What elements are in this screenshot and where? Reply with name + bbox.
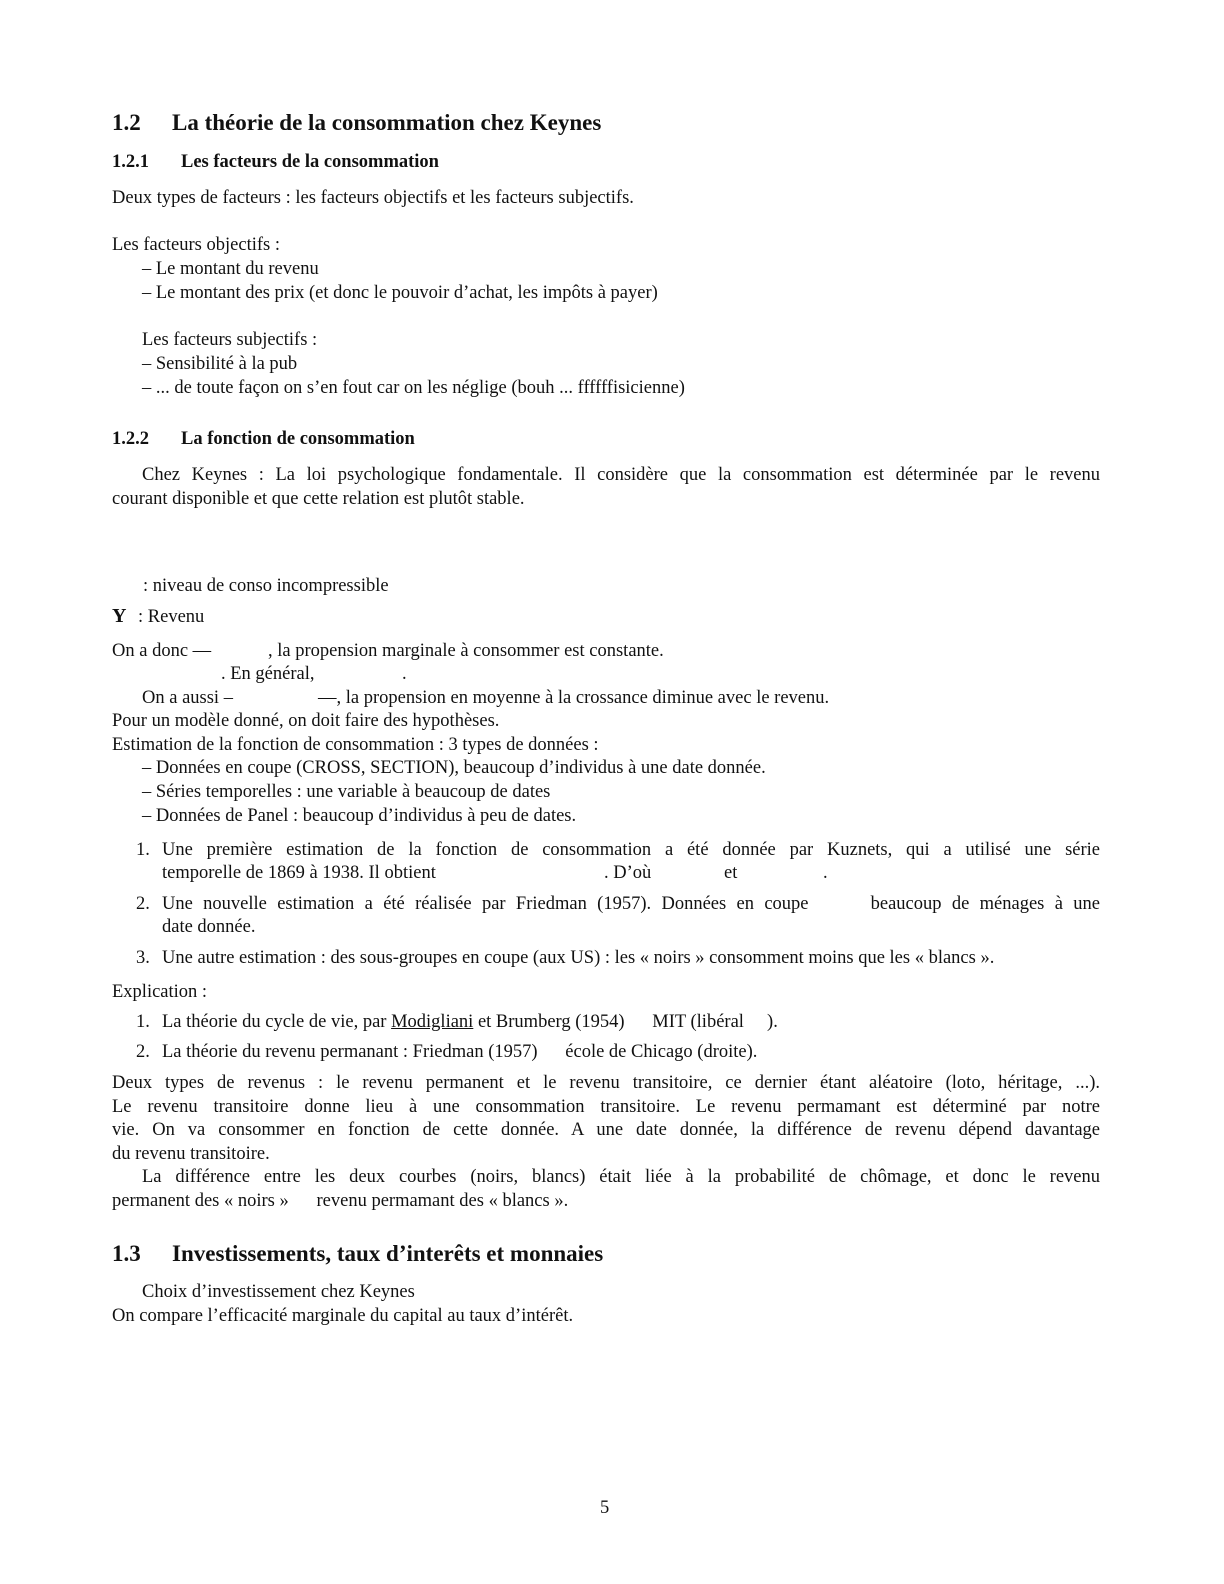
text-line: . En général, [221,664,315,684]
text-line: On a donc — [112,641,212,661]
paragraph-line: du revenu transitoire. [112,1144,270,1164]
paragraph-line: Deux types de revenus : le revenu permanent et le revenu transitoire, ce dernier étant aléatoire (loto, héritage, ...). [112,1073,1100,1093]
list-number: 2. [136,1042,150,1062]
list-item: – ... de toute façon on s’en fout car on les néglige (bouh ... ffffffisicienne) [142,378,685,398]
text: La théorie du cycle de vie, par [162,1012,392,1032]
section-1-3-title: Investissements, taux d’interêts et monnaies [172,1241,604,1266]
text-line: On a aussi – [142,688,233,708]
list-item: . D’où [604,863,652,883]
paragraph-line: La différence entre les deux courbes (noirs, blancs) était liée à la probabilité de chômage, et donc le revenu [142,1167,1100,1187]
section-1-2-title: La théorie de la consommation chez Keynes [172,110,602,135]
symbol-y: Y [112,605,127,627]
section-1-2-2-title: La fonction de consommation [181,429,415,449]
text-line: , la propension marginale à consommer est constante. [268,641,664,661]
definition: : niveau de conso incompressible [143,576,389,596]
list-number: 1. [136,840,150,860]
list-item: La théorie du revenu permanant : Friedman (1957) école de Chicago (droite). [162,1042,758,1062]
page-number: 5 [600,1498,610,1518]
modigliani-link[interactable]: Modigliani [391,1012,474,1032]
section-1-2-1-title: Les facteurs de la consommation [181,152,439,172]
list-item: Une autre estimation : des sous-groupes en coupe (aux US) : les « noirs » consomment moins que les « blancs ». [162,948,995,968]
text-line: Pour un modèle donné, on doit faire des hypothèses. [112,711,500,731]
list-item [162,1011,778,1033]
list-item: Une nouvelle estimation a été réalisée par Friedman (1957). Données en coupe beaucoup de ménages à une [162,894,1100,914]
paragraph-line: Choix d’investissement chez Keynes [142,1282,415,1302]
subjective-factors-title: Les facteurs subjectifs : [142,330,318,350]
list-number: 1. [136,1012,150,1032]
section-1-3-number: 1.3 [112,1241,141,1266]
section-1-2-1-number: 1.2.1 [112,152,149,172]
paragraph-line: Le revenu transitoire donne lieu à une consommation transitoire. Le revenu permamant est déterminé par notre [112,1097,1100,1117]
paragraph-line: vie. On va consommer en fonction de cette donnée. A une date donnée, la différence de revenu dépend davantage [112,1120,1100,1140]
section-1-2-2-number: 1.2.2 [112,429,149,449]
section-1-2-number: 1.2 [112,110,141,135]
text-line: Estimation de la fonction de consommation : 3 types de données : [112,735,599,755]
list-number: 3. [136,948,150,968]
objective-factors-title: Les facteurs objectifs : [112,235,280,255]
text-line: —, la propension en moyenne à la crossance diminue avec le revenu. [318,688,830,708]
list-item: Une première estimation de la fonction de consommation a été donnée par Kuznets, qui a utilisé une série [162,840,1100,860]
paragraph: Chez Keynes : La loi psychologique fondamentale. Il considère que la consommation est déterminée par le revenu [142,465,1100,485]
paragraph: Deux types de facteurs : les facteurs objectifs et les facteurs subjectifs. [112,188,634,208]
list-item: temporelle de 1869 à 1938. Il obtient [162,863,436,883]
definition: : Revenu [138,607,205,627]
paragraph: courant disponible et que cette relation est plutôt stable. [112,489,525,509]
explanation-title: Explication : [112,982,208,1002]
list-item: – Le montant des prix (et donc le pouvoir d’achat, les impôts à payer) [142,283,658,303]
list-number: 2. [136,894,150,914]
list-item: – Séries temporelles : une variable à beaucoup de dates [142,782,551,802]
list-item: – Données de Panel : beaucoup d’individus à peu de dates. [142,806,577,826]
list-item: – Le montant du revenu [142,259,319,279]
list-item: – Sensibilité à la pub [142,354,298,374]
list-item: et [724,863,738,883]
list-item: . [823,863,828,883]
text: et Brumberg (1954) MIT (libéral ). [473,1012,778,1032]
paragraph-line: permanent des « noirs » revenu permamant des « blancs ». [112,1191,569,1211]
list-item: date donnée. [162,917,256,937]
paragraph-line: On compare l’efficacité marginale du capital au taux d’intérêt. [112,1306,574,1326]
list-item: – Données en coupe (CROSS, SECTION), beaucoup d’individus à une date donnée. [142,758,766,778]
text-line: . [402,664,407,684]
